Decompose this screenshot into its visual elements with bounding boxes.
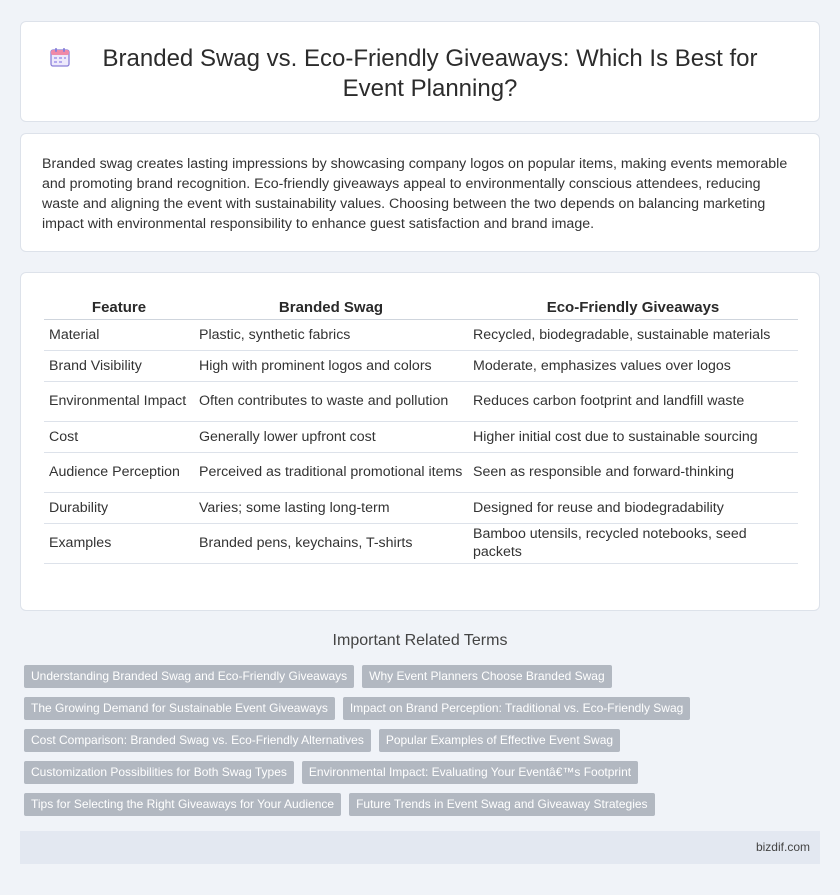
- table-cell: High with prominent logos and colors: [194, 350, 468, 381]
- table-cell: Plastic, synthetic fabrics: [194, 319, 468, 350]
- table-cell: Seen as responsible and forward-thinking: [468, 452, 798, 492]
- table-cell: Brand Visibility: [44, 350, 194, 381]
- header-eco-friendly: Eco-Friendly Giveaways: [468, 297, 798, 319]
- table-cell: Designed for reuse and biodegradability: [468, 492, 798, 523]
- table-cell: Material: [44, 319, 194, 350]
- comparison-card: [20, 272, 820, 611]
- table-row: [44, 350, 798, 381]
- table-cell: Durability: [44, 492, 194, 523]
- related-term-link[interactable]: Future Trends in Event Swag and Giveaway Strategies: [349, 793, 655, 816]
- table-row: [44, 452, 798, 492]
- table-cell: Environmental Impact: [44, 381, 194, 421]
- related-term-link[interactable]: Tips for Selecting the Right Giveaways for Your Audience: [24, 793, 341, 816]
- footer-site-name: bizdif.com: [755, 840, 810, 854]
- related-terms-heading: Important Related Terms: [332, 632, 508, 649]
- related-terms-list: [24, 665, 824, 825]
- table-cell: Often contributes to waste and pollution: [194, 381, 468, 421]
- related-term-link[interactable]: Environmental Impact: Evaluating Your Eventâ€™s Footprint: [302, 761, 638, 784]
- footer: [20, 831, 820, 864]
- table-row: [44, 492, 798, 523]
- table-row: [44, 421, 798, 452]
- intro-paragraph: Branded swag creates lasting impressions by showcasing company logos on popular items, making events memorable and promoting brand recognition. Eco-friendly giveaways appeal to environmentally conscious attendees, reducing waste and aligning the event with sustainability values. Choosing between the two depends on balancing marketing impact with environmental responsibility to enhance guest satisfaction and brand image.: [42, 156, 788, 232]
- table-row: [44, 381, 798, 421]
- table-cell: Reduces carbon footprint and landfill waste: [468, 381, 798, 421]
- table-cell: Generally lower upfront cost: [194, 421, 468, 452]
- table-row: [44, 319, 798, 350]
- table-cell: Examples: [44, 523, 194, 563]
- related-term-link[interactable]: Cost Comparison: Branded Swag vs. Eco-Friendly Alternatives: [24, 729, 371, 752]
- table-cell: Recycled, biodegradable, sustainable materials: [468, 319, 798, 350]
- table-cell: Bamboo utensils, recycled notebooks, seed packets: [468, 523, 798, 563]
- table-cell: Branded pens, keychains, T-shirts: [194, 523, 468, 563]
- page-title: Branded Swag vs. Eco-Friendly Giveaways: Which Is Best for Event Planning?: [102, 45, 758, 102]
- table-row: [44, 523, 798, 563]
- table-cell: Audience Perception: [44, 452, 194, 492]
- related-term-link[interactable]: Understanding Branded Swag and Eco-Friendly Giveaways: [24, 665, 354, 688]
- related-term-link[interactable]: Customization Possibilities for Both Swag Types: [24, 761, 294, 784]
- related-term-link[interactable]: Why Event Planners Choose Branded Swag: [362, 665, 611, 688]
- related-term-link[interactable]: The Growing Demand for Sustainable Event Giveaways: [24, 697, 335, 720]
- table-cell: Cost: [44, 421, 194, 452]
- related-term-link[interactable]: Popular Examples of Effective Event Swag: [379, 729, 620, 752]
- header-branded-swag: Branded Swag: [194, 297, 468, 319]
- intro-card: [20, 133, 820, 252]
- table-cell: Higher initial cost due to sustainable sourcing: [468, 421, 798, 452]
- related-term-link[interactable]: Impact on Brand Perception: Traditional vs. Eco-Friendly Swag: [343, 697, 691, 720]
- table-cell: Perceived as traditional promotional items: [194, 452, 468, 492]
- title-card: [20, 21, 820, 122]
- header-feature: Feature: [44, 297, 194, 319]
- table-header-row: [44, 297, 798, 319]
- table-cell: Moderate, emphasizes values over logos: [468, 350, 798, 381]
- comparison-table: [44, 297, 798, 564]
- table-cell: Varies; some lasting long-term: [194, 492, 468, 523]
